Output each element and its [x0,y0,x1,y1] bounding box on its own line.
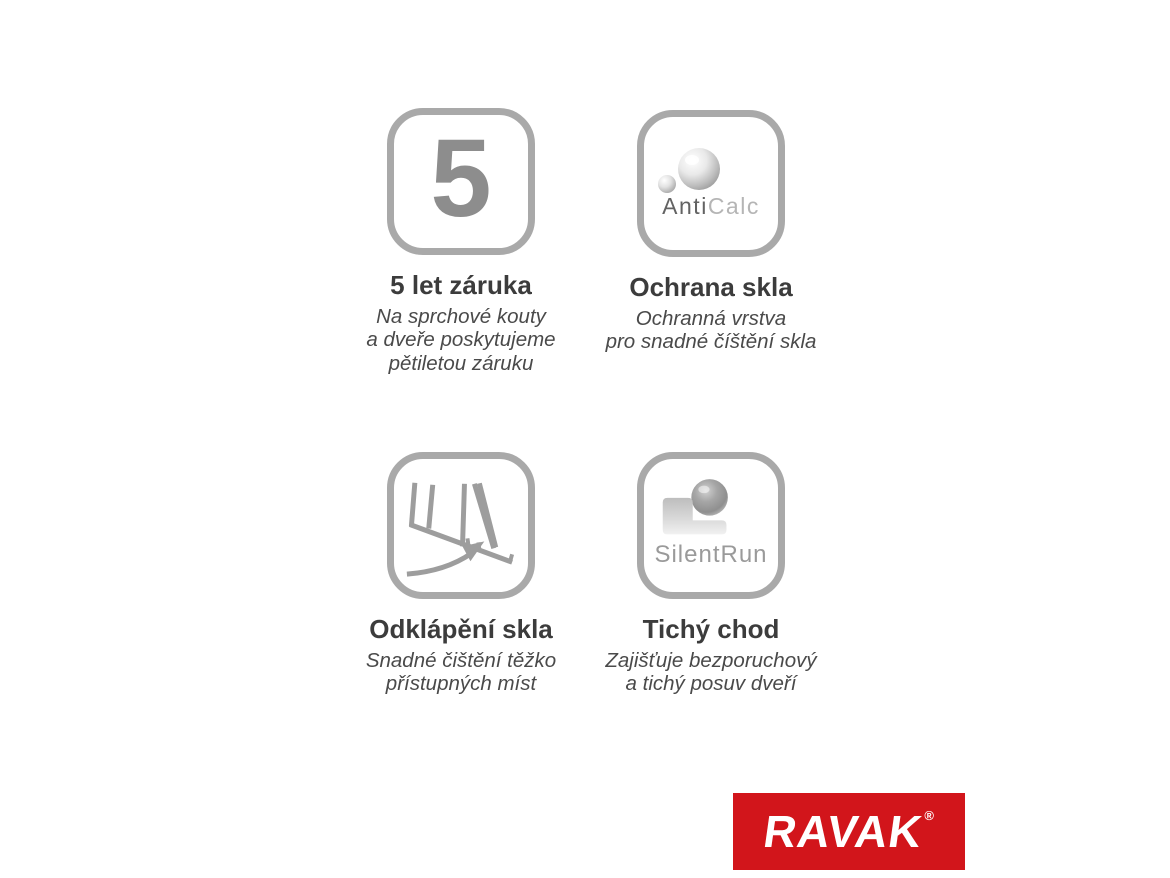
registered-trademark-symbol: ® [924,808,934,823]
feature-title-glass-protection: Ochrana skla [629,272,793,302]
feature-glass-tilt [331,452,591,696]
silentrun-wordmark: SilentRun [654,541,768,568]
feature-glass-protection [581,110,841,354]
ravak-wordmark: RAVAK [760,806,926,857]
silentrun-icon [637,452,785,599]
feature-subtitle-warranty [331,305,591,376]
subtitle-line: Zajišťuje bezporuchový [605,648,817,672]
number-5-glyph: 5 [430,116,492,240]
anticalc-bubbles-icon [644,117,778,250]
subtitle-line: pro snadné číštění skla [605,330,817,354]
anticalc-wordmark: AntiCalc [662,193,760,219]
five-years-warranty-icon [387,108,535,255]
subtitle-line: přístupných míst [385,672,537,696]
feature-subtitle-silent-run [581,649,841,696]
anticalc-icon [637,110,785,257]
subtitle-line: pětiletou záruku [388,351,534,375]
glass-tilt-drawing-icon [394,459,528,592]
subtitle-line: Snadné čištění těžko [365,648,557,672]
glass-tilt-icon [387,452,535,599]
feature-title-glass-tilt: Odklápění skla [369,614,553,644]
feature-title-warranty: 5 let záruka [390,270,532,300]
feature-silent-run [581,452,841,696]
subtitle-line: a dveře poskytujeme [366,328,556,352]
ravak-logo [733,793,965,870]
silentrun-roller-icon [644,459,778,592]
subtitle-line: Na sprchové kouty [376,304,546,328]
feature-title-silent-run: Tichý chod [642,614,780,644]
feature-warranty [331,108,591,375]
subtitle-line: a tichý posuv dveří [625,672,797,696]
feature-subtitle-glass-protection [581,307,841,354]
feature-subtitle-glass-tilt [331,649,591,696]
subtitle-line: Ochranná vrstva [635,306,787,330]
